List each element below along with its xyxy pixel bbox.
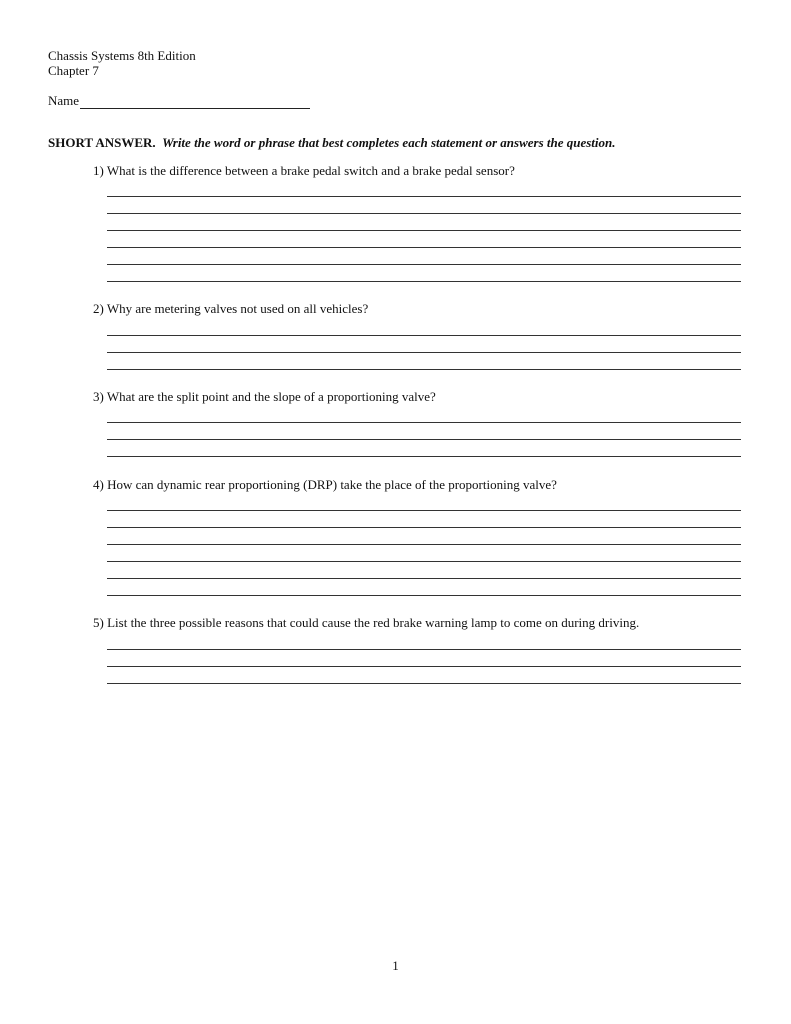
answer-line (107, 230, 741, 231)
answer-line (107, 649, 741, 650)
answer-line (107, 247, 741, 248)
question-text: List the three possible reasons that could cause the red brake warning lamp to come on during driving. (107, 615, 640, 630)
answer-line (107, 666, 741, 667)
instructions (48, 135, 616, 151)
book-title: Chassis Systems 8th Edition (48, 48, 196, 63)
question-text: How can dynamic rear proportioning (DRP) take the place of the proportioning valve? (107, 477, 557, 492)
answer-line (107, 439, 741, 440)
answer-line (107, 369, 741, 370)
chapter-label: Chapter 7 (48, 63, 99, 78)
question-1 (93, 163, 515, 179)
question-text: What are the split point and the slope of a proportioning valve? (106, 389, 436, 404)
question-number: 2) (93, 301, 104, 316)
name-label: Name (48, 93, 80, 108)
question-text: What is the difference between a brake pedal switch and a brake pedal sensor? (106, 163, 515, 178)
instructions-text: Write the word or phrase that best completes each statement or answers the question. (162, 135, 616, 150)
answer-line (107, 456, 741, 457)
answer-line (107, 352, 741, 353)
question-number: 1) (93, 163, 104, 178)
answer-line (107, 561, 741, 562)
answer-line (107, 527, 741, 528)
answer-line (107, 422, 741, 423)
question-number: 4) (93, 477, 104, 492)
answer-line (107, 196, 741, 197)
answer-line (107, 683, 741, 684)
question-number: 5) (93, 615, 104, 630)
answer-line (107, 335, 741, 336)
page-number: 1 (392, 958, 399, 973)
question-2 (93, 301, 368, 317)
answer-line (107, 264, 741, 265)
question-5 (93, 615, 639, 631)
answer-line (107, 510, 741, 511)
question-3 (93, 389, 436, 405)
answer-line (107, 544, 741, 545)
answer-line (107, 281, 741, 282)
document-header (48, 48, 196, 78)
answer-line (107, 578, 741, 579)
instructions-heading: SHORT ANSWER. (48, 135, 156, 150)
question-number: 3) (93, 389, 104, 404)
name-field-row (48, 93, 310, 109)
answer-line (107, 595, 741, 596)
question-4 (93, 477, 557, 493)
name-blank-line (80, 96, 310, 109)
answer-line (107, 213, 741, 214)
question-text: Why are metering valves not used on all vehicles? (106, 301, 369, 316)
